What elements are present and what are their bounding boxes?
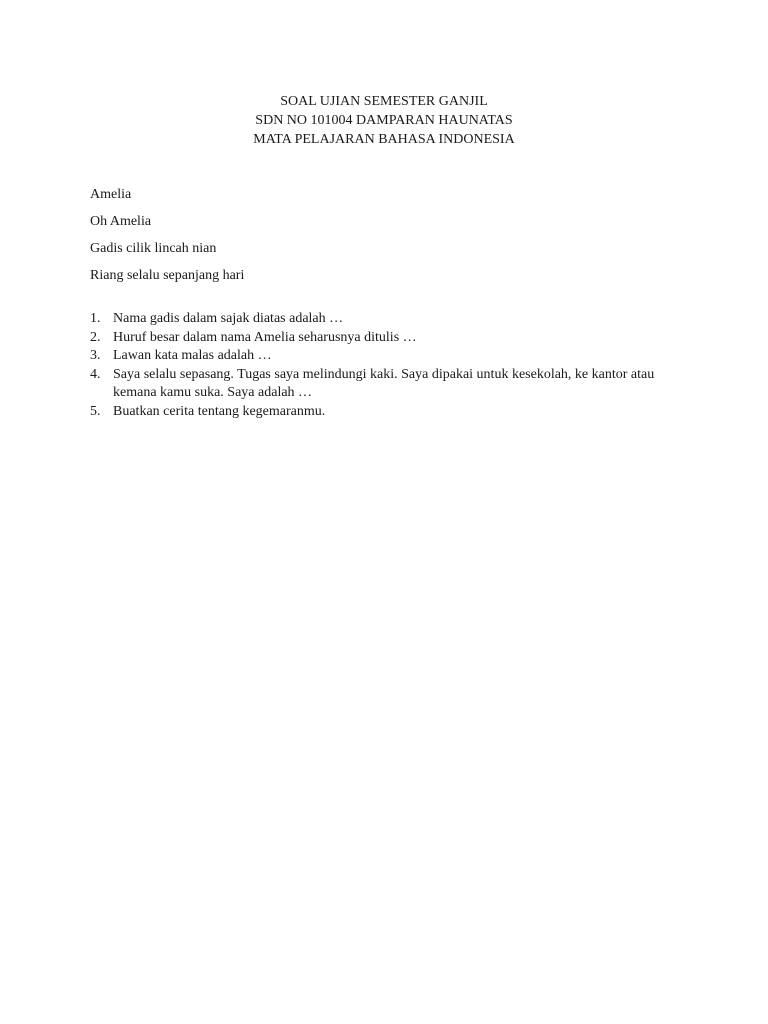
question-item	[90, 403, 670, 422]
exam-header	[0, 92, 768, 149]
question-item	[90, 329, 670, 348]
question-number: 1.	[90, 311, 101, 326]
question-item	[90, 310, 670, 329]
question-list	[90, 310, 670, 422]
question-text: Lawan kata malas adalah …	[113, 348, 272, 364]
exam-title: SOAL UJIAN SEMESTER GANJIL	[280, 94, 488, 109]
question-number: 5.	[90, 403, 101, 419]
poem-line: Oh Amelia	[90, 214, 152, 229]
question-text: Saya selalu sepasang. Tugas saya melindungi kaki. Saya dipakai untuk kesekolah, ke kantor atau kemana kamu suka. Saya adalah …	[113, 366, 655, 401]
question-number: 4.	[90, 366, 101, 382]
question-text: Nama gadis dalam sajak diatas adalah …	[113, 311, 344, 326]
poem-line: Riang selalu sepanjang hari	[90, 268, 245, 283]
question-text: Buatkan cerita tentang kegemaranmu.	[113, 403, 326, 419]
subject-name: MATA PELAJARAN BAHASA INDONESIA	[253, 132, 515, 147]
question-text: Huruf besar dalam nama Amelia seharusnya ditulis …	[113, 329, 417, 345]
question-number: 2.	[90, 329, 101, 345]
question-number: 3.	[90, 348, 101, 364]
poem-line: Gadis cilik lincah nian	[90, 241, 217, 256]
question-item	[90, 347, 670, 366]
poem-line: Amelia	[90, 187, 132, 202]
question-item	[90, 366, 670, 403]
poem	[90, 185, 244, 293]
school-name: SDN NO 101004 DAMPARAN HAUNATAS	[255, 113, 513, 128]
